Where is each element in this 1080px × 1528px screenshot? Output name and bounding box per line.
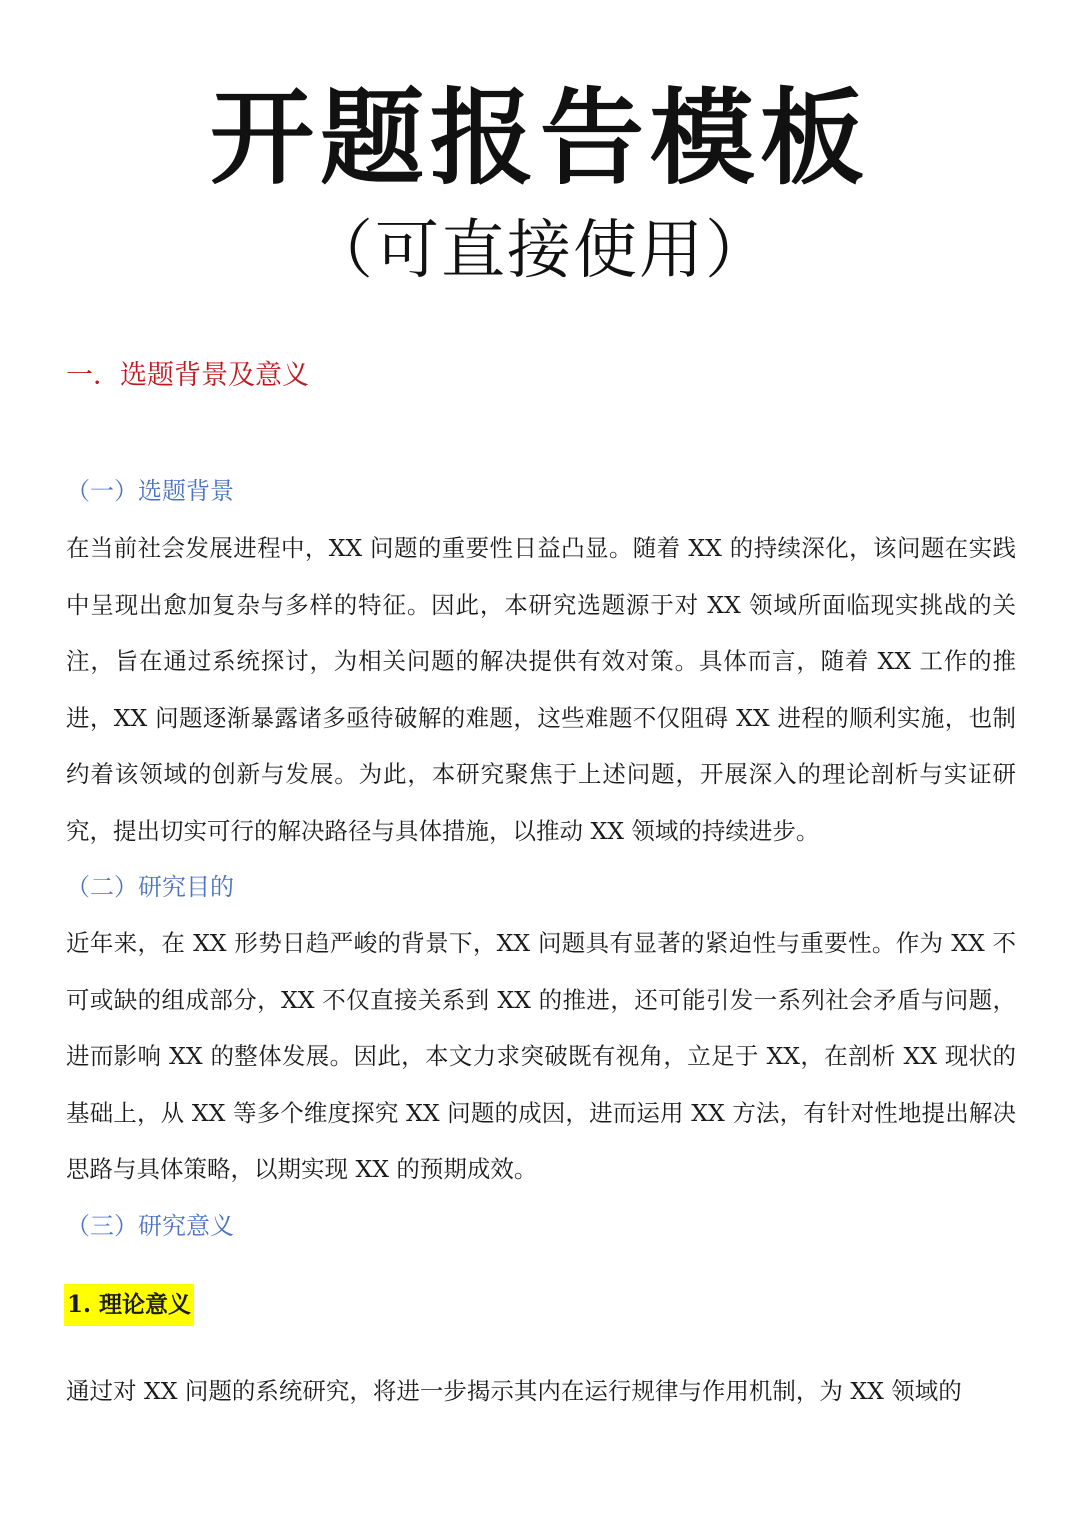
- subsection-heading-significance: （三）研究意义: [66, 1212, 234, 1240]
- section-heading-background-significance: 一．选题背景及意义: [66, 360, 309, 391]
- subsection-heading-background: （一）选题背景: [66, 477, 234, 505]
- document-subtitle: （可直接使用）: [309, 214, 771, 288]
- subsection-heading-purpose: （二）研究目的: [66, 873, 234, 901]
- paragraph-purpose: 近年来，在 XX 形势日趋严峻的背景下，XX 问题具有显著的紧迫性与重要性。作为 XX 不可或缺的组成部分，XX 不仅直接关系到 XX 的推进，还可能引发一系列社会矛盾与问题，进而影响 XX 的整体发展。因此，本文力求突破既有视角，立足于 XX，在剖析 XX 现状的基础上，从 XX 等多个维度探究 XX 问题的成因，进而运用 XX 方法，有针对性地提出解决思路与具体策略，以期实现 XX 的预期成效。: [66, 929, 1016, 1184]
- document-title: 开题报告模板: [209, 77, 870, 199]
- paragraph-background: 在当前社会发展进程中，XX 问题的重要性日益凸显。随着 XX 的持续深化，该问题在实践中呈现出愈加复杂与多样的特征。因此，本研究选题源于对 XX 领域所面临现实挑战的关注，旨在通过系统探讨，为相关问题的解决提供有效对策。具体而言，随着 XX 工作的推进，XX 问题逐渐暴露诸多亟待破解的难题，这些难题不仅阻碍 XX 进程的顺利实施，也制约着该领域的创新与发展。为此，本研究聚焦于上述问题，开展深入的理论剖析与实证研究，提出切实可行的解决路径与具体措施，以推动 XX 领域的持续进步。: [66, 534, 1016, 845]
- highlighted-heading-theoretical-significance: 1. 理论意义: [64, 1284, 194, 1326]
- paragraph-theoretical-significance: 通过对 XX 问题的系统研究，将进一步揭示其内在运行规律与作用机制，为 XX 领域的: [66, 1377, 962, 1405]
